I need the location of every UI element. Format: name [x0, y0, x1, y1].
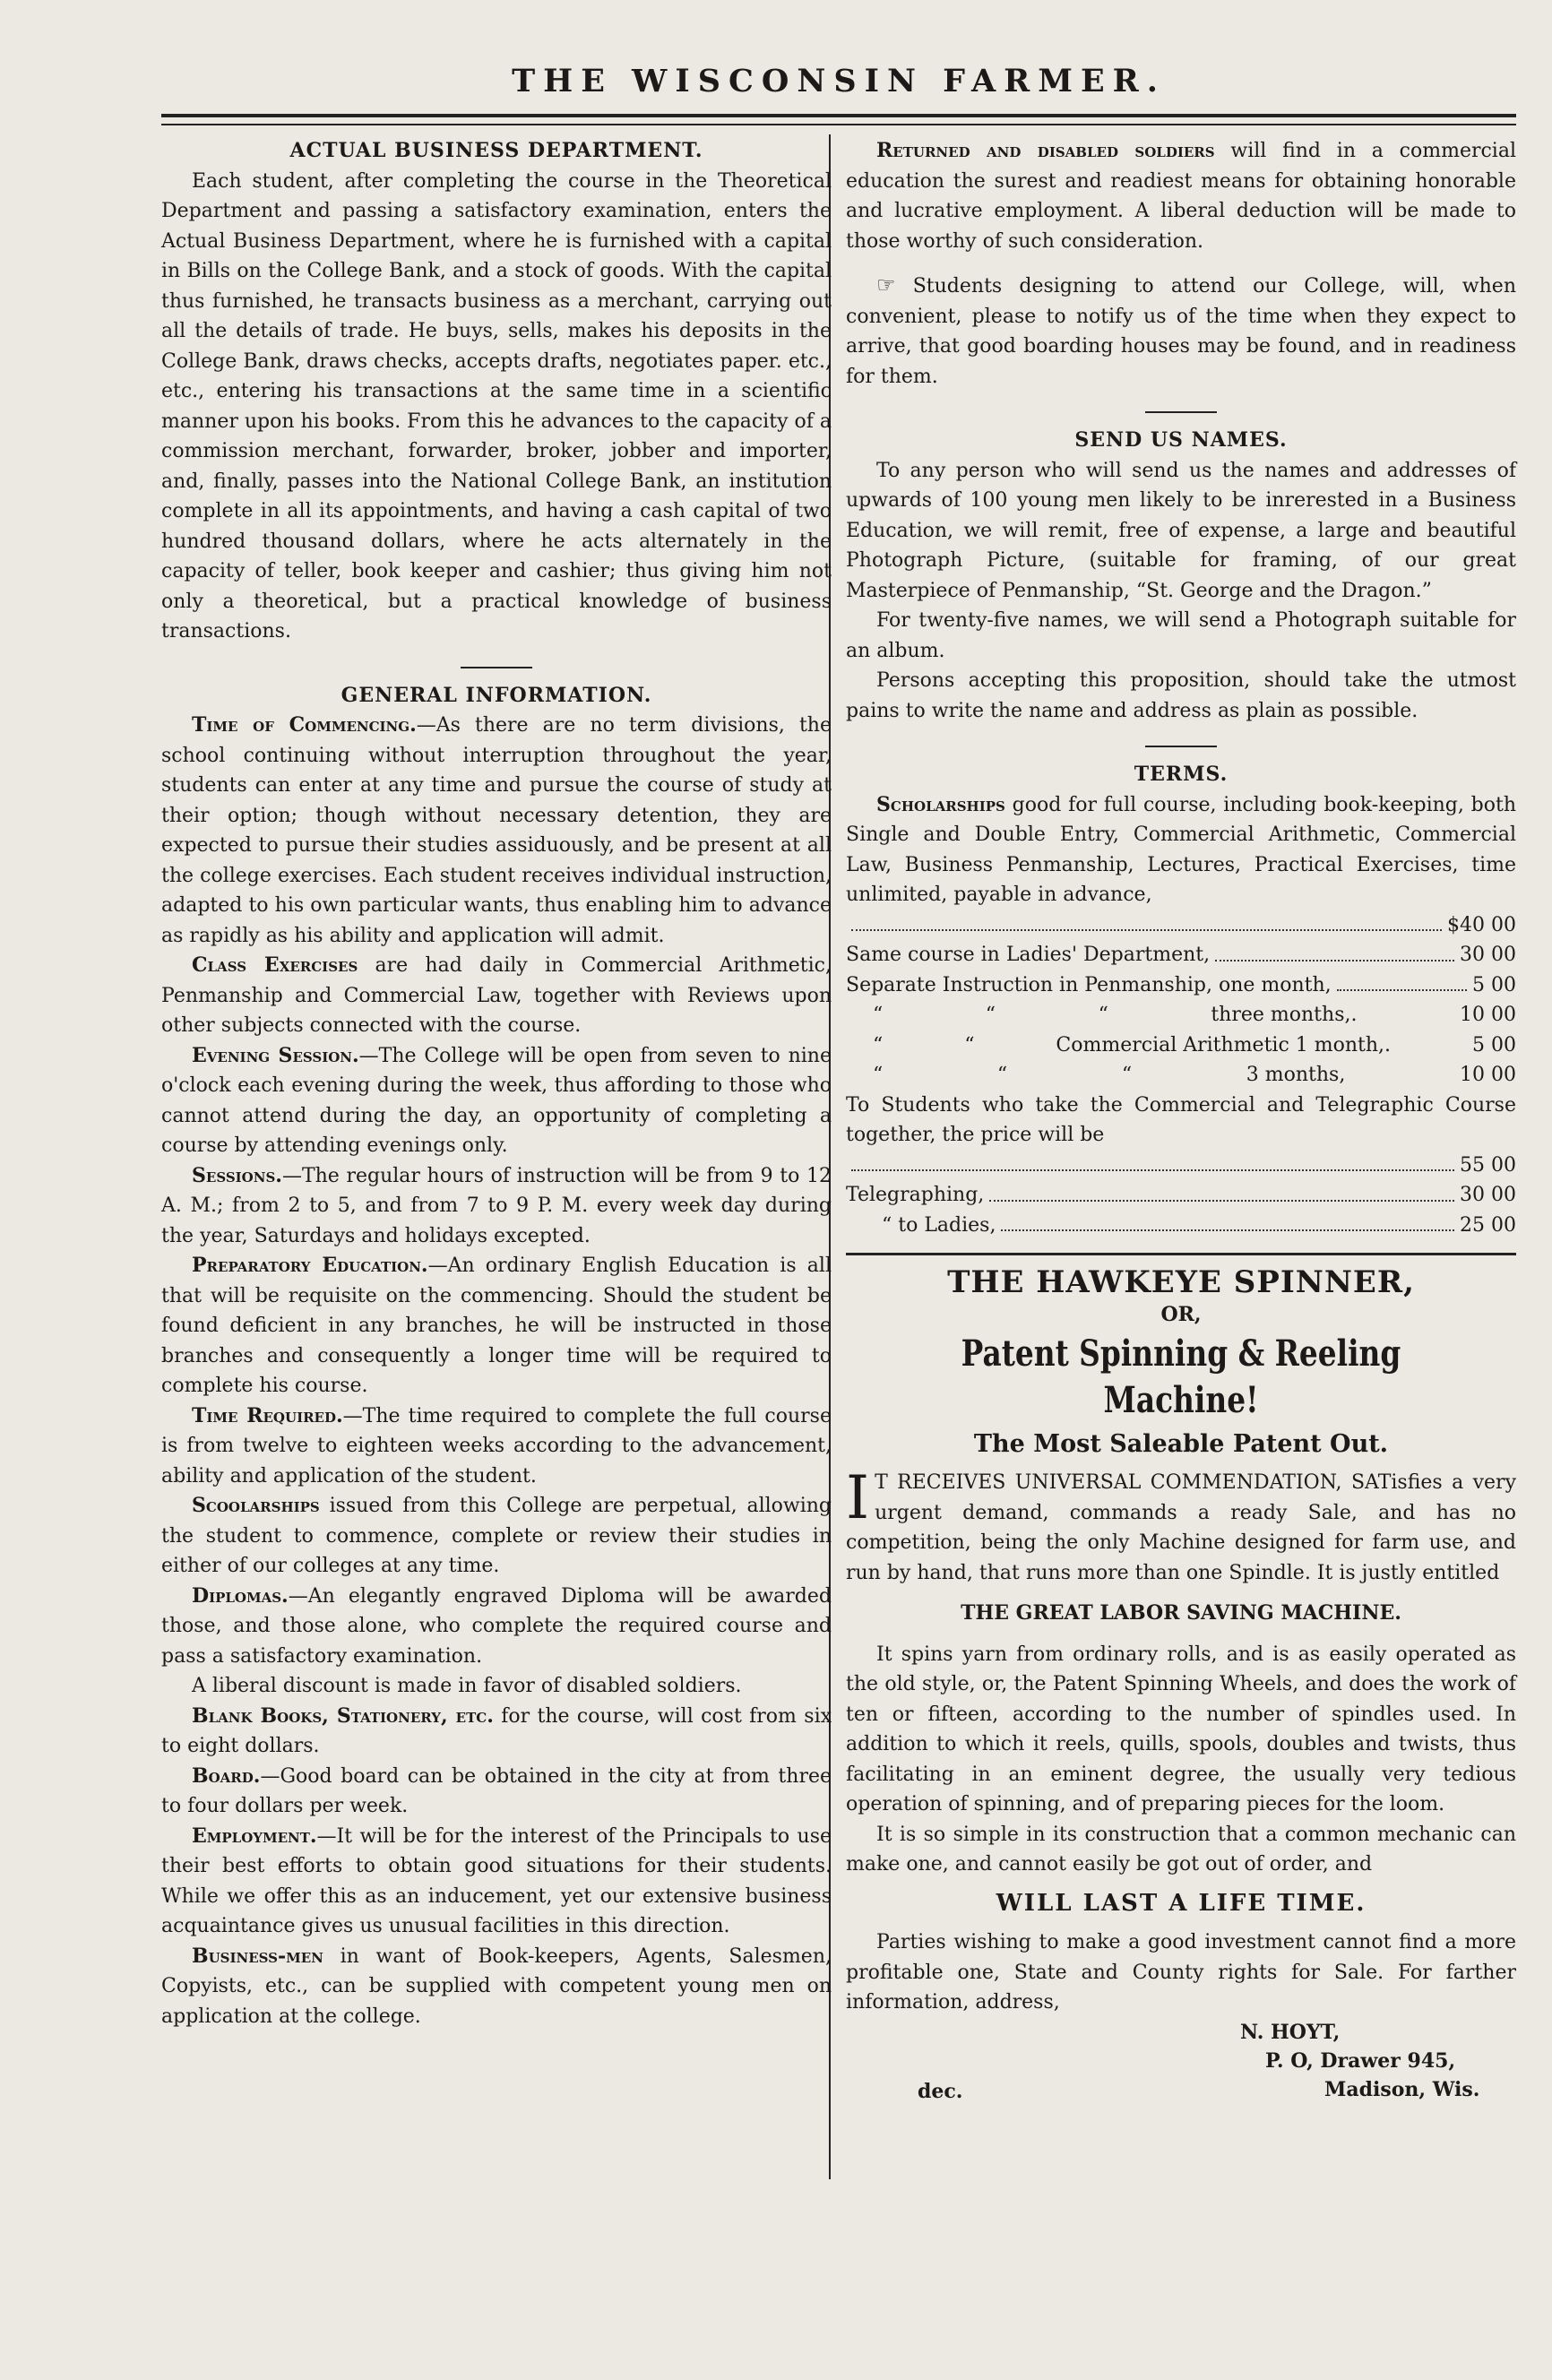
- terms-intro: Scholarships good for full course, including book-keeping, both Single and Double Entry, Commercial Arithmetic, Commercial Law, Business Penmanship, Lectures, Practical Exercises, time unlimited, payable in advance,: [846, 792, 1516, 906]
- ad-rule: [846, 1253, 1516, 1255]
- ad-paragraph: It is so simple in its construction that a common mechanic can make one, and cannot easily be got out of order, and: [846, 1823, 1516, 1876]
- ad-paragraph: Parties wishing to make a good investment cannot find a more profitable one, State and County rights for Sale. For farther information, address,: [846, 1931, 1516, 2014]
- pointing-hand-icon: ☞: [876, 272, 896, 298]
- info-item: Time Required.—The time required to complete the full course is from twelve to eighteen weeks according to the advancement, ability and application of the student.: [161, 1403, 832, 1488]
- send-names-paragraph: For twenty-five names, we will send a Photograph suitable for an album.: [846, 609, 1516, 662]
- heading-actual-business: ACTUAL BUSINESS DEPARTMENT.: [289, 139, 703, 162]
- terms-row: Telegraphing, 30 00: [846, 1180, 1516, 1211]
- ad-subtitle: Patent Spinning & Reeling Machine!: [961, 1332, 1401, 1421]
- info-item: Blank Books, Stationery, etc. for the course, will cost from six to eight dollars.: [161, 1703, 832, 1757]
- send-names-paragraph: Persons accepting this proposition, should take the utmost pains to write the name and address as plain as possible.: [846, 669, 1516, 722]
- heading-send-names: SEND US NAMES.: [1074, 428, 1288, 452]
- info-item: A liberal discount is made in favor of disabled soldiers.: [192, 1675, 742, 1697]
- masthead-rule-thin: [161, 124, 1516, 125]
- ad-great-heading: THE GREAT LABOR SAVING MACHINE.: [961, 1601, 1401, 1625]
- heading-terms: TERMS.: [1134, 763, 1229, 786]
- masthead: THE WISCONSIN FARMER.: [512, 63, 1166, 99]
- ad-life-time: WILL LAST A LIFE TIME.: [996, 1889, 1367, 1917]
- terms-row: Same course in Ladies' Department, 30 00: [846, 940, 1516, 970]
- terms-row: 55 00: [846, 1151, 1516, 1181]
- ad-tagline: The Most Saleable Patent Out.: [973, 1429, 1389, 1458]
- section-rule: [461, 667, 532, 668]
- sig-dec: dec.: [918, 2079, 963, 2103]
- info-item: Scoolarships issued from this College are perpetual, allowing the student to commence, complete or review their studies in either of our colleges at any time.: [161, 1494, 832, 1577]
- info-item: Time of Commencing.—As there are no term divisions, the school continuing without interruption throughout the year, students can enter at any time and pursue the course of study at their option; though without necessary detention, they are expected to pursue their studies assiduously, and be present at all the college exercises. Each student receives individual instruction, adapted to his own particular wants, thus enabling him to advance as rapidly as his ability and application will admit.: [161, 713, 832, 947]
- terms-row: $40 00: [846, 910, 1516, 941]
- info-item: Evening Session.—The College will be open from seven to nine o'clock each evening during the week, thus affording to those who cannot attend during the day, an opportunity of completing a course by attending evenings only.: [161, 1043, 832, 1157]
- ad-dropcap: I: [846, 1463, 870, 1532]
- info-item: Class Exercises are had daily in Commercial Arithmetic, Penmanship and Commercial Law, together with Reviews upon other subjects connected with the course.: [161, 953, 832, 1037]
- info-item: Diplomas.—An elegantly engraved Diploma will be awarded those, and those alone, who complete the required course and pass a satisfactory examination.: [161, 1583, 832, 1668]
- info-item: Preparatory Education.—An ordinary English Education is all that will be requisite on the commencing. Should the student be found deficient in any branches, he will be instructed in those branches and consequently a longer time will be required to complete his course.: [161, 1254, 832, 1397]
- sig-city: Madison, Wis.: [1324, 2077, 1480, 2101]
- telegraph-text: To Students who take the Commercial and Telegraphic Course together, the price will be: [846, 1093, 1516, 1146]
- ad-paragraph: It spins yarn from ordinary rolls, and is as easily operated as the old style, or, the Patent Spinning Wheels, and does the work of ten or fifteen, according to the number of spindles used. In addition to which it reels, quills, spools, doubles and twists, thus facilitating in an eminent degree, the usually very tedious operation of spinning, and of preparing pieces for the loom.: [846, 1643, 1516, 1815]
- terms-ditto-row: “ “ “ three months,. 10 00: [873, 1004, 1516, 1026]
- info-item: Board.—Good board can be obtained in the city at from three to four dollars per week.: [161, 1763, 832, 1817]
- ad-or: OR,: [1160, 1303, 1202, 1326]
- ad-signature: [846, 2018, 1516, 2126]
- right-column: [846, 136, 1516, 2126]
- info-item: Sessions.—The regular hours of instruction will be from 9 to 12 A. M.; from 2 to 5, and from 7 to 9 P. M. every week day during the year, Saturdays and holidays excepted.: [161, 1163, 832, 1247]
- info-item: Employment.—It will be for the interest of the Principals to use their best efforts to obtain good situations for their students. While we offer this as an inducement, yet our extensive business acquaintance gives us unusual facilities in this direction.: [161, 1824, 832, 1937]
- ad-title: THE HAWKEYE SPINNER,: [947, 1264, 1415, 1300]
- masthead-rule-thick: [161, 114, 1516, 117]
- ad-intro: I T RECEIVES UNIVERSAL COMMENDATION, SATisfies a very urgent demand, commands a ready Sale, and has no competition, being the only Machine designed for farm use, and run by hand, that runs more than one Spindle. It is justly entitled: [846, 1463, 1516, 1584]
- terms-ditto-row: “ “ “ 3 months, 10 00: [873, 1064, 1516, 1086]
- sig-name: N. HOYT,: [1240, 2020, 1341, 2044]
- terms-ditto-row: “ “ Commercial Arithmetic 1 month,. 5 00: [873, 1033, 1516, 1056]
- sig-address: P. O, Drawer 945,: [1265, 2048, 1456, 2073]
- terms-row: Separate Instruction in Penmanship, one month, 5 00: [846, 970, 1516, 1001]
- send-names-paragraph: To any person who will send us the names and addresses of upwards of 100 young men likely to be inrerested in a Business Education, we will remit, free of expense, a large and beautiful Photograph Picture, (suitable for framing, of our great Masterpiece of Penmanship, “St. George and the Dragon.”: [846, 459, 1516, 602]
- terms-row: “ to Ladies, 25 00: [846, 1211, 1516, 1241]
- business-paragraph: Each student, after completing the course in the Theoretical Department and passing a satisfactory examination, enters the Actual Business Department, where he is furnished with a capital in Bills on the College Bank, and a stock of goods. With the capital thus furnished, he transacts business as a merchant, carrying out all the details of trade. He buys, sells, makes his deposits in the College Bank, draws checks, accepts drafts, negotiates paper. etc., etc., entering his transactions at the same time in a scientific manner upon his books. From this he advances to the capacity of a commission merchant, forwarder, broker, jobber and importer, and, finally, passes into the National College Bank, an institution complete in all its appointments, and having a cash capital of two hundred thousand dollars, where he acts alternately in the capacity of teller, book keeper and cashier; thus giving him not only a theoretical, but a practical knowledge of business transactions.: [161, 169, 832, 642]
- heading-general-information: GENERAL INFORMATION.: [341, 683, 652, 707]
- notice-paragraph: ☞ Students designing to attend our College, will, when convenient, please to notify us of the time when they expect to arrive, that good boarding houses may be found, and in readiness for them.: [846, 272, 1516, 388]
- soldiers-paragraph: Returned and disabled soldiers will find in a commercial education the surest and readiest means for obtaining honorable and lucrative employment. A liberal deduction will be made to those worthy of such consideration.: [846, 139, 1516, 253]
- info-item: Business-men in want of Book-keepers, Agents, Salesmen, Copyists, etc., can be supplied with competent young men on application at the college.: [161, 1944, 832, 2028]
- section-rule: [1145, 411, 1217, 413]
- section-rule: [1145, 746, 1217, 747]
- left-column: [161, 136, 832, 2031]
